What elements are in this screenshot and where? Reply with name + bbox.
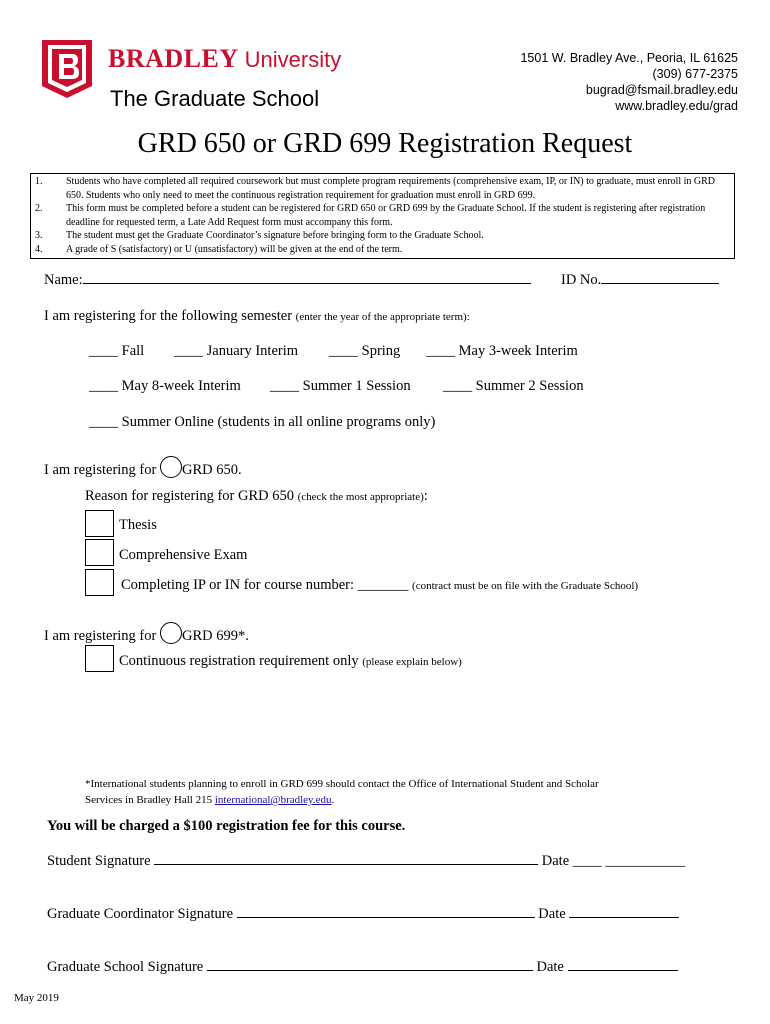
grd650-radio[interactable] <box>160 456 182 478</box>
email[interactable]: bugrad@fsmail.bradley.edu <box>585 83 738 97</box>
brand-wordmark <box>108 46 341 72</box>
phone: (309) 677-2375 <box>652 67 738 81</box>
name-label: Name: <box>44 272 83 288</box>
id-field[interactable] <box>601 282 719 284</box>
website[interactable]: www.bradley.edu/grad <box>615 99 738 113</box>
semester-option-summer-online[interactable]: ____ Summer Online (students in all online programs only) <box>89 414 436 430</box>
coordinator-signature-label: Graduate Coordinator Signature <box>47 906 234 922</box>
continuous-registration-checkbox[interactable] <box>85 645 114 672</box>
instruction-item: 1. Students who have completed all required coursework but must complete program requirements (comprehensive exam, IP, or IN) to graduate, must enroll in GRD 650. Students who only need to meet the continuous registration requirement for graduation must enroll in GRD 699. <box>35 176 715 201</box>
grd699-row: I am registering for GRD 699*. <box>44 622 249 645</box>
semester-option-january-interim[interactable]: ____ January Interim <box>174 343 299 359</box>
school-signature-label: Graduate School Signature <box>47 959 204 975</box>
ip-in-row <box>121 577 638 594</box>
comprehensive-exam-checkbox[interactable] <box>85 539 114 566</box>
ip-in-label: Completing IP or IN for course number: <box>121 577 355 593</box>
fee-notice: You will be charged a $100 registration fee for this course. <box>47 818 406 834</box>
grd699-radio[interactable] <box>160 622 182 644</box>
grd650-course: GRD 650. <box>181 462 242 478</box>
brand-name: BRADLEY <box>108 44 239 73</box>
coordinator-signature-field[interactable] <box>237 916 535 918</box>
school-signature-field[interactable] <box>207 969 533 971</box>
grd650-reason: Reason for registering for GRD 650 (check the most appropriate): <box>85 488 428 504</box>
semester-option-may-8-week[interactable]: ____ May 8-week Interim <box>89 378 241 394</box>
student-signature-row: Student Signature Date ____ ___________ <box>47 853 686 869</box>
id-row <box>561 272 719 289</box>
thesis-label: Thesis <box>119 517 157 533</box>
continuous-registration-row: Continuous registration requirement only (please explain below) <box>119 653 462 669</box>
footer-date: May 2019 <box>14 992 59 1004</box>
name-row <box>44 272 531 289</box>
id-label: ID No. <box>561 272 602 288</box>
instruction-item: 4. A grade of S (satisfactory) or U (unsatisfactory) will be given at the end of the term. <box>35 243 403 255</box>
semester-option-fall[interactable]: ____ Fall <box>89 343 145 359</box>
coordinator-signature-row: Graduate Coordinator Signature Date <box>47 906 679 923</box>
school-date-field[interactable] <box>568 969 678 971</box>
semester-option-summer-2[interactable]: ____ Summer 2 Session <box>443 378 584 394</box>
contract-note: (contract must be on file with the Graduate School) <box>412 580 639 592</box>
name-field[interactable] <box>83 282 531 284</box>
student-signature-field[interactable] <box>154 863 538 865</box>
semester-option-may-3-week[interactable]: ____ May 3-week Interim <box>426 343 578 359</box>
instruction-item: 2. This form must be completed before a student can be registered for GRD 650 or GRD 699 by the Graduate School. If the student is registering after registration deadline for requested term, a Late Add Request form must accompany this form. <box>35 203 706 228</box>
page-title: GRD 650 or GRD 699 Registration Request <box>137 128 633 159</box>
course-number-field[interactable]: _______ <box>357 577 409 593</box>
grd699-course: GRD 699*. <box>181 628 249 644</box>
international-note: *International students planning to enroll in GRD 699 should contact the Office of International Student and Scholar Services in Bradley Hall 215 international@bradley.edu. <box>85 778 599 806</box>
student-signature-label: Student Signature <box>47 853 151 869</box>
brand-suffix: University <box>244 47 342 72</box>
instruction-item: 3. The student must get the Graduate Coordinator’s signature before bringing form to the Graduate School. <box>35 230 484 241</box>
thesis-checkbox[interactable] <box>85 510 114 537</box>
instructions-box <box>30 173 735 259</box>
school-name: The Graduate School <box>110 86 320 111</box>
semester-option-spring[interactable]: ____ Spring <box>329 343 401 359</box>
comprehensive-exam-label: Comprehensive Exam <box>119 547 248 563</box>
semester-intro: I am registering for the following semester (enter the year of the appropriate term): <box>44 308 470 324</box>
coordinator-date-field[interactable] <box>569 916 679 918</box>
bradley-logo-icon <box>38 36 96 102</box>
contact-block <box>520 50 738 114</box>
ip-in-checkbox[interactable] <box>85 569 114 596</box>
semester-option-summer-1[interactable]: ____ Summer 1 Session <box>270 378 411 394</box>
address: 1501 W. Bradley Ave., Peoria, IL 61625 <box>520 51 738 65</box>
student-date-field[interactable]: ____ ___________ <box>572 853 686 869</box>
school-signature-row: Graduate School Signature Date <box>47 959 678 976</box>
international-email-link[interactable]: international@bradley.edu <box>214 794 332 806</box>
grd650-row: I am registering for GRD 650. <box>44 456 242 479</box>
